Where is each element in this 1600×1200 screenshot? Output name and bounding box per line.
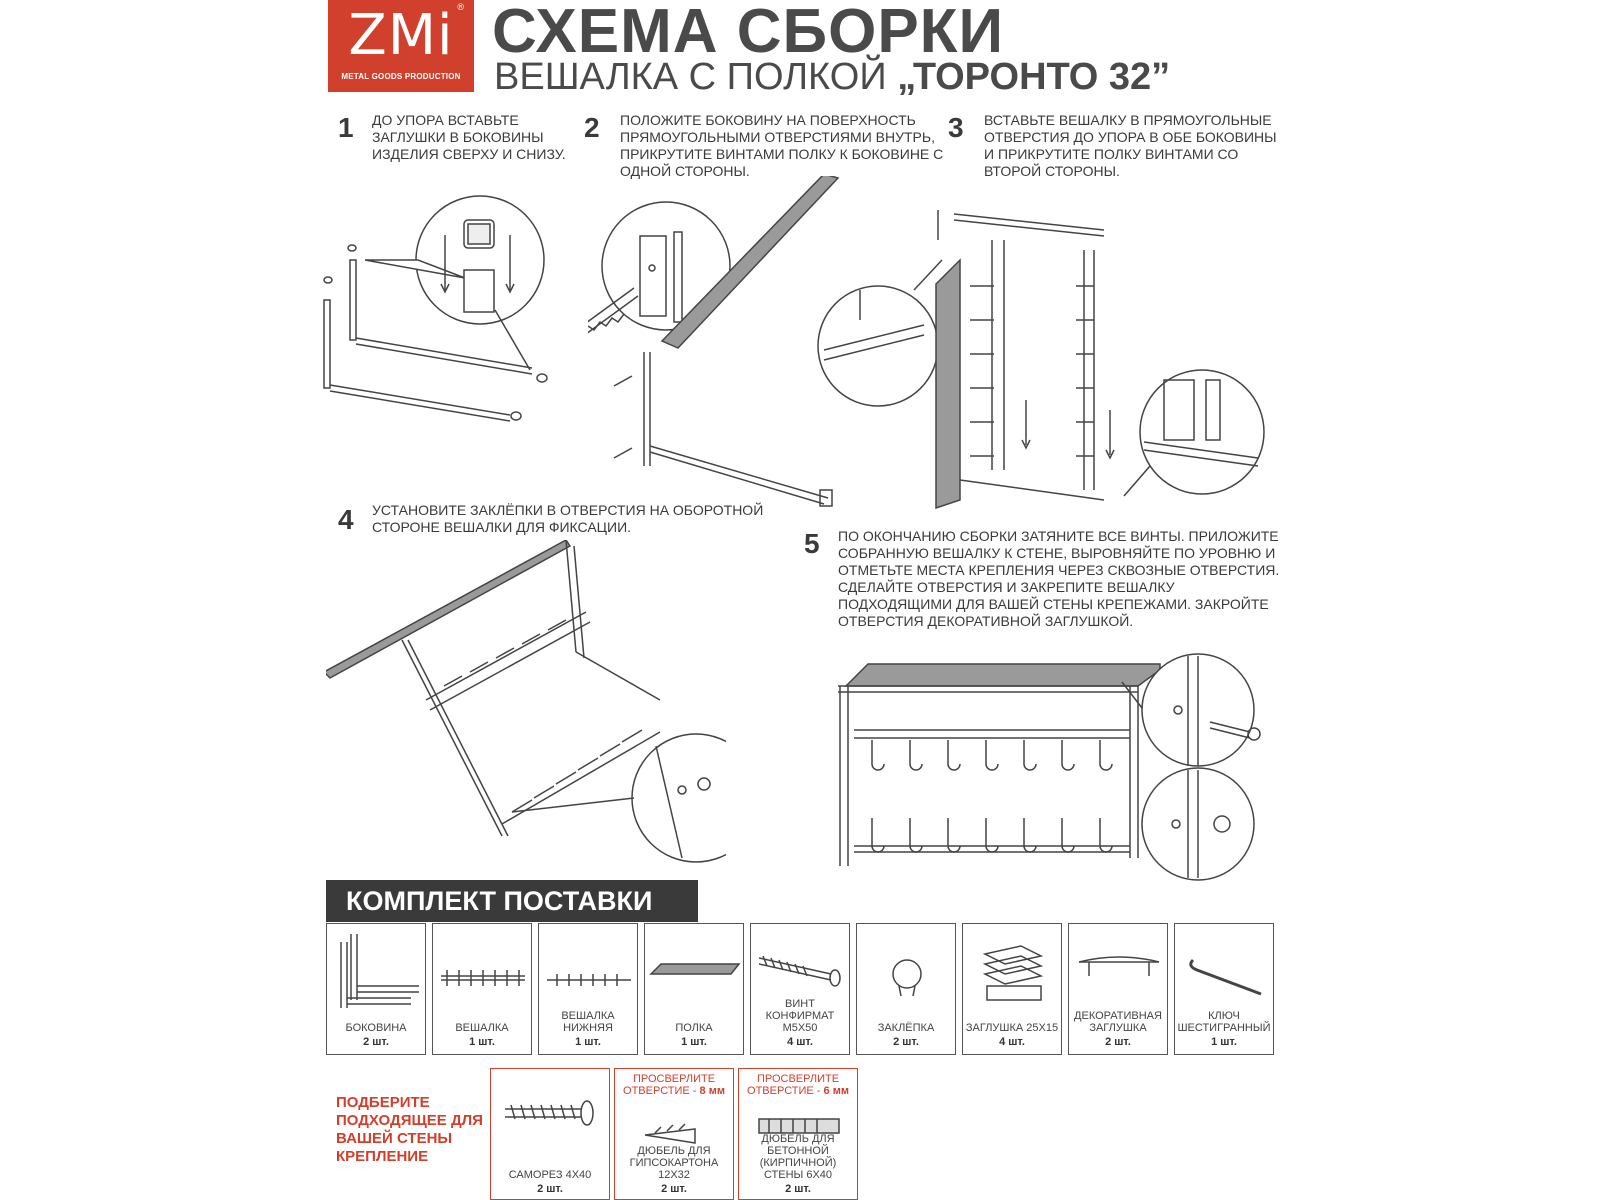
step-3-number: 3: [948, 112, 964, 143]
brand-name: ZMi: [348, 3, 454, 68]
step-3-illustration: [814, 200, 1274, 520]
fixing-name: САМОРЕЗ 4Х40: [508, 1169, 592, 1181]
kit-item-confirmat: [750, 923, 850, 1055]
step-2-text: ПОЛОЖИТЕ БОКОВИНУ НА ПОВЕРХНОСТЬ ПРЯМОУГОЛЬНЫМИ ОТВЕРСТИЯМИ ВНУТРЬ, ПРИКРУТИТЕ ВИНТАМИ ПОЛКУ К БОКОВИНЕ С ОДНОЙ СТОРОНЫ.: [620, 112, 944, 179]
fixing-drill-note: ПРОСВЕРЛИТЕ ОТВЕРСТИЕ - 6 мм: [747, 1073, 849, 1097]
kit-item-shelf: [644, 923, 744, 1055]
kit-title: КОМПЛЕКТ ПОСТАВКИ: [326, 880, 698, 922]
fixing-name: ДЮБЕЛЬ ДЛЯ БЕТОННОЙ (КИРПИЧНОЙ) СТЕНЫ 6Х40: [759, 1133, 837, 1181]
fixing-concrete-dowel: [738, 1068, 858, 1200]
fixing-qty: 2 шт.: [785, 1183, 811, 1195]
fixing-drywall-anchor: [614, 1068, 734, 1200]
kit-item-name: ЗАКЛЁПКА: [877, 1022, 935, 1034]
hanger-rail-icon: [433, 924, 533, 1014]
step-4-illustration: [326, 540, 726, 870]
kit-item-decorative-cap: [1068, 923, 1168, 1055]
mesh-shelf-icon: [645, 924, 745, 1014]
kit-item-end-cap: [962, 923, 1062, 1055]
kit-item-hex-key: [1174, 923, 1274, 1055]
kit-item-qty: 1 шт.: [575, 1036, 601, 1048]
step-1-illustration: [320, 190, 580, 440]
fixing-name: ДЮБЕЛЬ ДЛЯ ГИПСОКАРТОНА 12Х32: [629, 1145, 719, 1181]
kit-item-hanger-rail: [432, 923, 532, 1055]
side-frame-icon: [327, 924, 427, 1014]
fixing-qty: 2 шт.: [537, 1183, 563, 1195]
step-3-text: ВСТАВЬТЕ ВЕШАЛКУ В ПРЯМОУГОЛЬНЫЕ ОТВЕРСТИЯ ДО УПОРА В ОБЕ БОКОВИНЫ И ПРИКРУТИТЕ ПОЛКУ ВИНТАМИ СО ВТОРОЙ СТОРОНЫ.: [984, 112, 1277, 179]
brand-reg-mark: ®: [457, 2, 464, 12]
kit-item-qty: 2 шт.: [1105, 1036, 1131, 1048]
step-5-text: ПО ОКОНЧАНИЮ СБОРКИ ЗАТЯНИТЕ ВСЕ ВИНТЫ. ПРИЛОЖИТЕ СОБРАННУЮ ВЕШАЛКУ К СТЕНЕ, ВЫРОВНЯЙТЕ ПО УРОВНЮ И ОТМЕТЬТЕ МЕСТА КРЕПЛЕНИЯ ЧЕРЕЗ СКВОЗНЫЕ ОТВЕРСТИЯ. СДЕЛАЙТЕ ОТВЕРСТИЯ И ЗАКРЕПИТЕ ВЕШАЛКУ ПОДХОДЯЩИМИ ДЛЯ ВАШЕЙ СТЕНЫ КРЕПЕЖАМИ. ЗАКРОЙТЕ ОТВЕРСТИЯ ДЕКОРАТИВНОЙ ЗАГЛУШКОЙ.: [838, 528, 1280, 629]
step-5-illustration: [838, 648, 1278, 888]
page-title: СХЕМА СБОРКИ: [492, 0, 1005, 66]
kit-item-qty: 4 шт.: [787, 1036, 813, 1048]
step-4-text: УСТАНОВИТЕ ЗАКЛЁПКИ В ОТВЕРСТИЯ НА ОБОРОТНОЙ СТОРОНЕ ВЕШАЛКИ ДЛЯ ФИКСАЦИИ.: [372, 502, 764, 535]
kit-item-name: БОКОВИНА: [345, 1022, 407, 1034]
kit-item-qty: 4 шт.: [999, 1036, 1025, 1048]
brand-logo: [328, 0, 474, 92]
kit-item-qty: 1 шт.: [1211, 1036, 1237, 1048]
kit-item-lower-hanger: [538, 923, 638, 1055]
page-subtitle: [494, 56, 1170, 99]
brand-tagline: METAL GOODS PRODUCTION: [341, 72, 461, 81]
kit-item-qty: 2 шт.: [893, 1036, 919, 1048]
decorative-cap-icon: [1069, 924, 1169, 1014]
kit-items-row: [326, 923, 1280, 1055]
step-5-number: 5: [804, 528, 820, 559]
hex-key-icon: [1175, 924, 1275, 1014]
kit-item-qty: 1 шт.: [469, 1036, 495, 1048]
lower-hanger-rail-icon: [539, 924, 639, 1014]
kit-item-name: ВИНТ КОНФИРМАТ М5Х50: [765, 998, 835, 1034]
kit-item-name: ВЕШАЛКА: [455, 1022, 509, 1034]
fixing-qty: 2 шт.: [661, 1183, 687, 1195]
fixing-wood-screw: [490, 1068, 610, 1200]
fixing-drill-note: ПРОСВЕРЛИТЕ ОТВЕРСТИЕ - 8 мм: [623, 1073, 725, 1097]
kit-item-name: ПОЛКА: [675, 1022, 713, 1034]
step-4-number: 4: [338, 504, 354, 535]
kit-item-name: КЛЮЧ ШЕСТИГРАННЫЙ: [1177, 1010, 1271, 1034]
subtitle-model: „ТОРОНТО 32”: [897, 56, 1171, 98]
step-2-number: 2: [584, 112, 600, 143]
kit-item-name: ДЕКОРАТИВНАЯ ЗАГЛУШКА: [1074, 1010, 1162, 1034]
wood-screw-icon: [491, 1069, 611, 1159]
kit-item-name: ЗАГЛУШКА 25Х15: [965, 1022, 1059, 1034]
kit-item-side-frame: [326, 923, 426, 1055]
kit-item-name: ВЕШАЛКА НИЖНЯЯ: [561, 1010, 615, 1034]
fixing-note: ПОДБЕРИТЕ ПОДХОДЯЩЕЕ ДЛЯ ВАШЕЙ СТЕНЫ КРЕПЛЕНИЕ: [336, 1094, 483, 1165]
step-1-number: 1: [338, 112, 354, 143]
kit-item-qty: 1 шт.: [681, 1036, 707, 1048]
kit-item-qty: 2 шт.: [363, 1036, 389, 1048]
end-cap-icon: [963, 924, 1063, 1014]
kit-item-rivet: [856, 923, 956, 1055]
step-1-text: ДО УПОРА ВСТАВЬТЕ ЗАГЛУШКИ В БОКОВИНЫ ИЗДЕЛИЯ СВЕРХУ И СНИЗУ.: [372, 112, 566, 162]
rivet-icon: [857, 924, 957, 1014]
subtitle-prefix: ВЕШАЛКА С ПОЛКОЙ: [494, 56, 887, 98]
